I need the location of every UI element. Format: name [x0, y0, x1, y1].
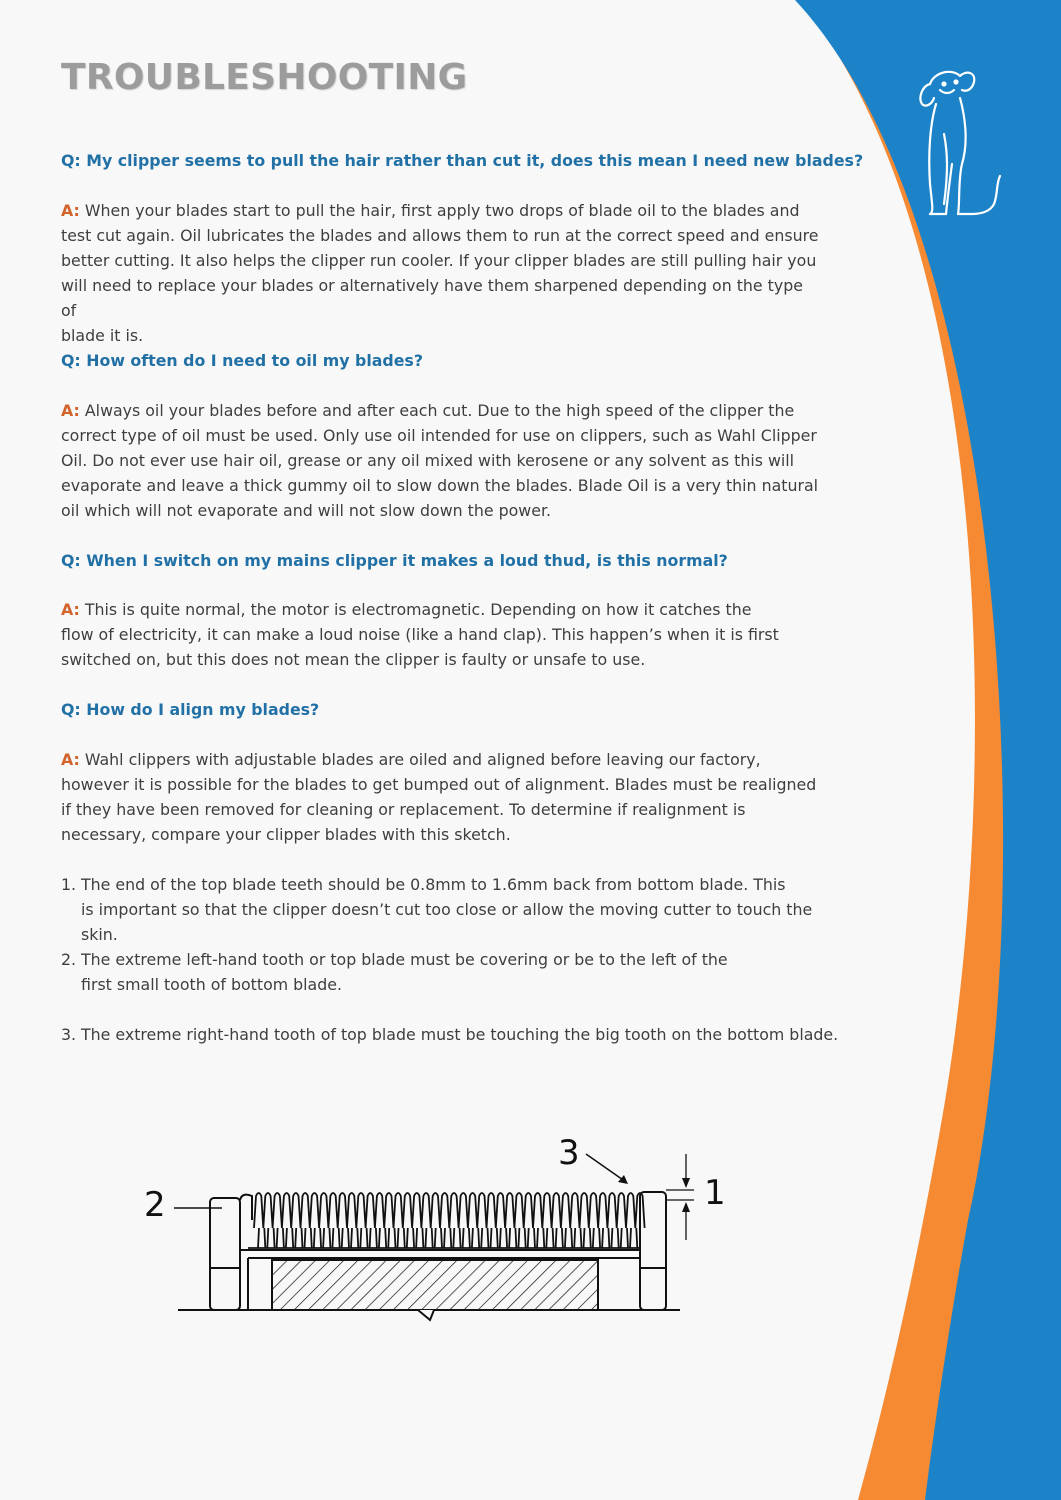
callout-3: [558, 1133, 628, 1184]
page-title: TROUBLESHOOTING: [61, 57, 468, 98]
answer-line: test cut again. Oil lubricates the blades and allows them to run at the correct speed and ensure: [61, 226, 819, 245]
answer-line: Wahl clippers with adjustable blades are oiled and aligned before leaving our factory,: [84, 750, 761, 769]
answer-line: evaporate and leave a thick gummy oil to slow down the blades. Blade Oil is a very thin natural: [61, 476, 819, 495]
step-item-1: [61, 872, 841, 947]
step-text-continued: first small tooth of bottom blade.: [81, 975, 343, 994]
answer-line: better cutting. It also helps the clipper run cooler. If your clipper blades are still pulling hair you: [61, 251, 817, 270]
answer-lead: A:: [61, 401, 80, 420]
step-number: 3.: [61, 1025, 77, 1044]
answer-line: This is quite normal, the motor is electromagnetic. Depending on how it catches the: [84, 600, 752, 619]
step-number: 1.: [61, 875, 77, 894]
answer-line: Oil. Do not ever use hair oil, grease or any oil mixed with kerosene or any solvent as this will: [61, 451, 795, 470]
step-number: 2.: [61, 950, 77, 969]
answer-lead: A:: [61, 201, 80, 220]
step-text-continued: is important so that the clipper doesn’t cut too close or allow the moving cutter to touch the skin.: [81, 900, 813, 944]
blade-alignment-diagram: [130, 1120, 750, 1340]
step-item-3: [61, 1022, 841, 1047]
faq-answer-1: [61, 198, 821, 348]
answer-line: flow of electricity, it can make a loud noise (like a hand clap). This happen’s when it is first: [61, 625, 779, 644]
faq-question-3: Q: When I switch on my mains clipper it makes a loud thud, is this normal?: [61, 551, 728, 570]
faq-answer-4: [61, 747, 821, 847]
faq-question-2: Q: How often do I need to oil my blades?: [61, 351, 423, 370]
faq-question-1: Q: My clipper seems to pull the hair rather than cut it, does this mean I need new blades?: [61, 151, 864, 170]
bottom-blade-teeth: [258, 1228, 637, 1248]
callout-label: 2: [144, 1185, 166, 1225]
answer-lead: A:: [61, 600, 80, 619]
page-content: [61, 55, 841, 101]
callout-1: [666, 1154, 726, 1240]
answer-line: switched on, but this does not mean the clipper is faulty or unsafe to use.: [61, 650, 646, 669]
step-text: The extreme right-hand tooth of top blade must be touching the big tooth on the bottom blade.: [81, 1025, 839, 1044]
dog-icon: [900, 64, 1010, 224]
callout-label: 1: [704, 1173, 726, 1213]
answer-line: however it is possible for the blades to get bumped out of alignment. Blades must be realigned: [61, 775, 817, 794]
step-text: The end of the top blade teeth should be 0.8mm to 1.6mm back from bottom blade. This: [81, 875, 786, 894]
faq-question-4: Q: How do I align my blades?: [61, 700, 320, 719]
faq-answer-2: [61, 398, 821, 523]
answer-line: will need to replace your blades or alternatively have them sharpened depending on the type of: [61, 276, 803, 320]
answer-line: correct type of oil must be used. Only use oil intended for use on clippers, such as Wahl Clipper: [61, 426, 817, 445]
faq-answer-3: [61, 597, 821, 672]
answer-line: if they have been removed for cleaning or replacement. To determine if realignment is: [61, 800, 746, 819]
answer-line: Always oil your blades before and after each cut. Due to the high speed of the clipper the: [84, 401, 795, 420]
step-text: The extreme left-hand tooth or top blade must be covering or be to the left of the: [81, 950, 728, 969]
answer-line: necessary, compare your clipper blades with this sketch.: [61, 825, 511, 844]
blade-teeth: [254, 1193, 645, 1228]
answer-line: oil which will not evaporate and will not slow down the power.: [61, 501, 552, 520]
callout-label: 3: [558, 1133, 580, 1173]
answer-line: When your blades start to pull the hair, first apply two drops of blade oil to the blades and: [84, 201, 800, 220]
answer-lead: A:: [61, 750, 80, 769]
answer-line: blade it is.: [61, 326, 144, 345]
step-item-2: [61, 947, 841, 997]
